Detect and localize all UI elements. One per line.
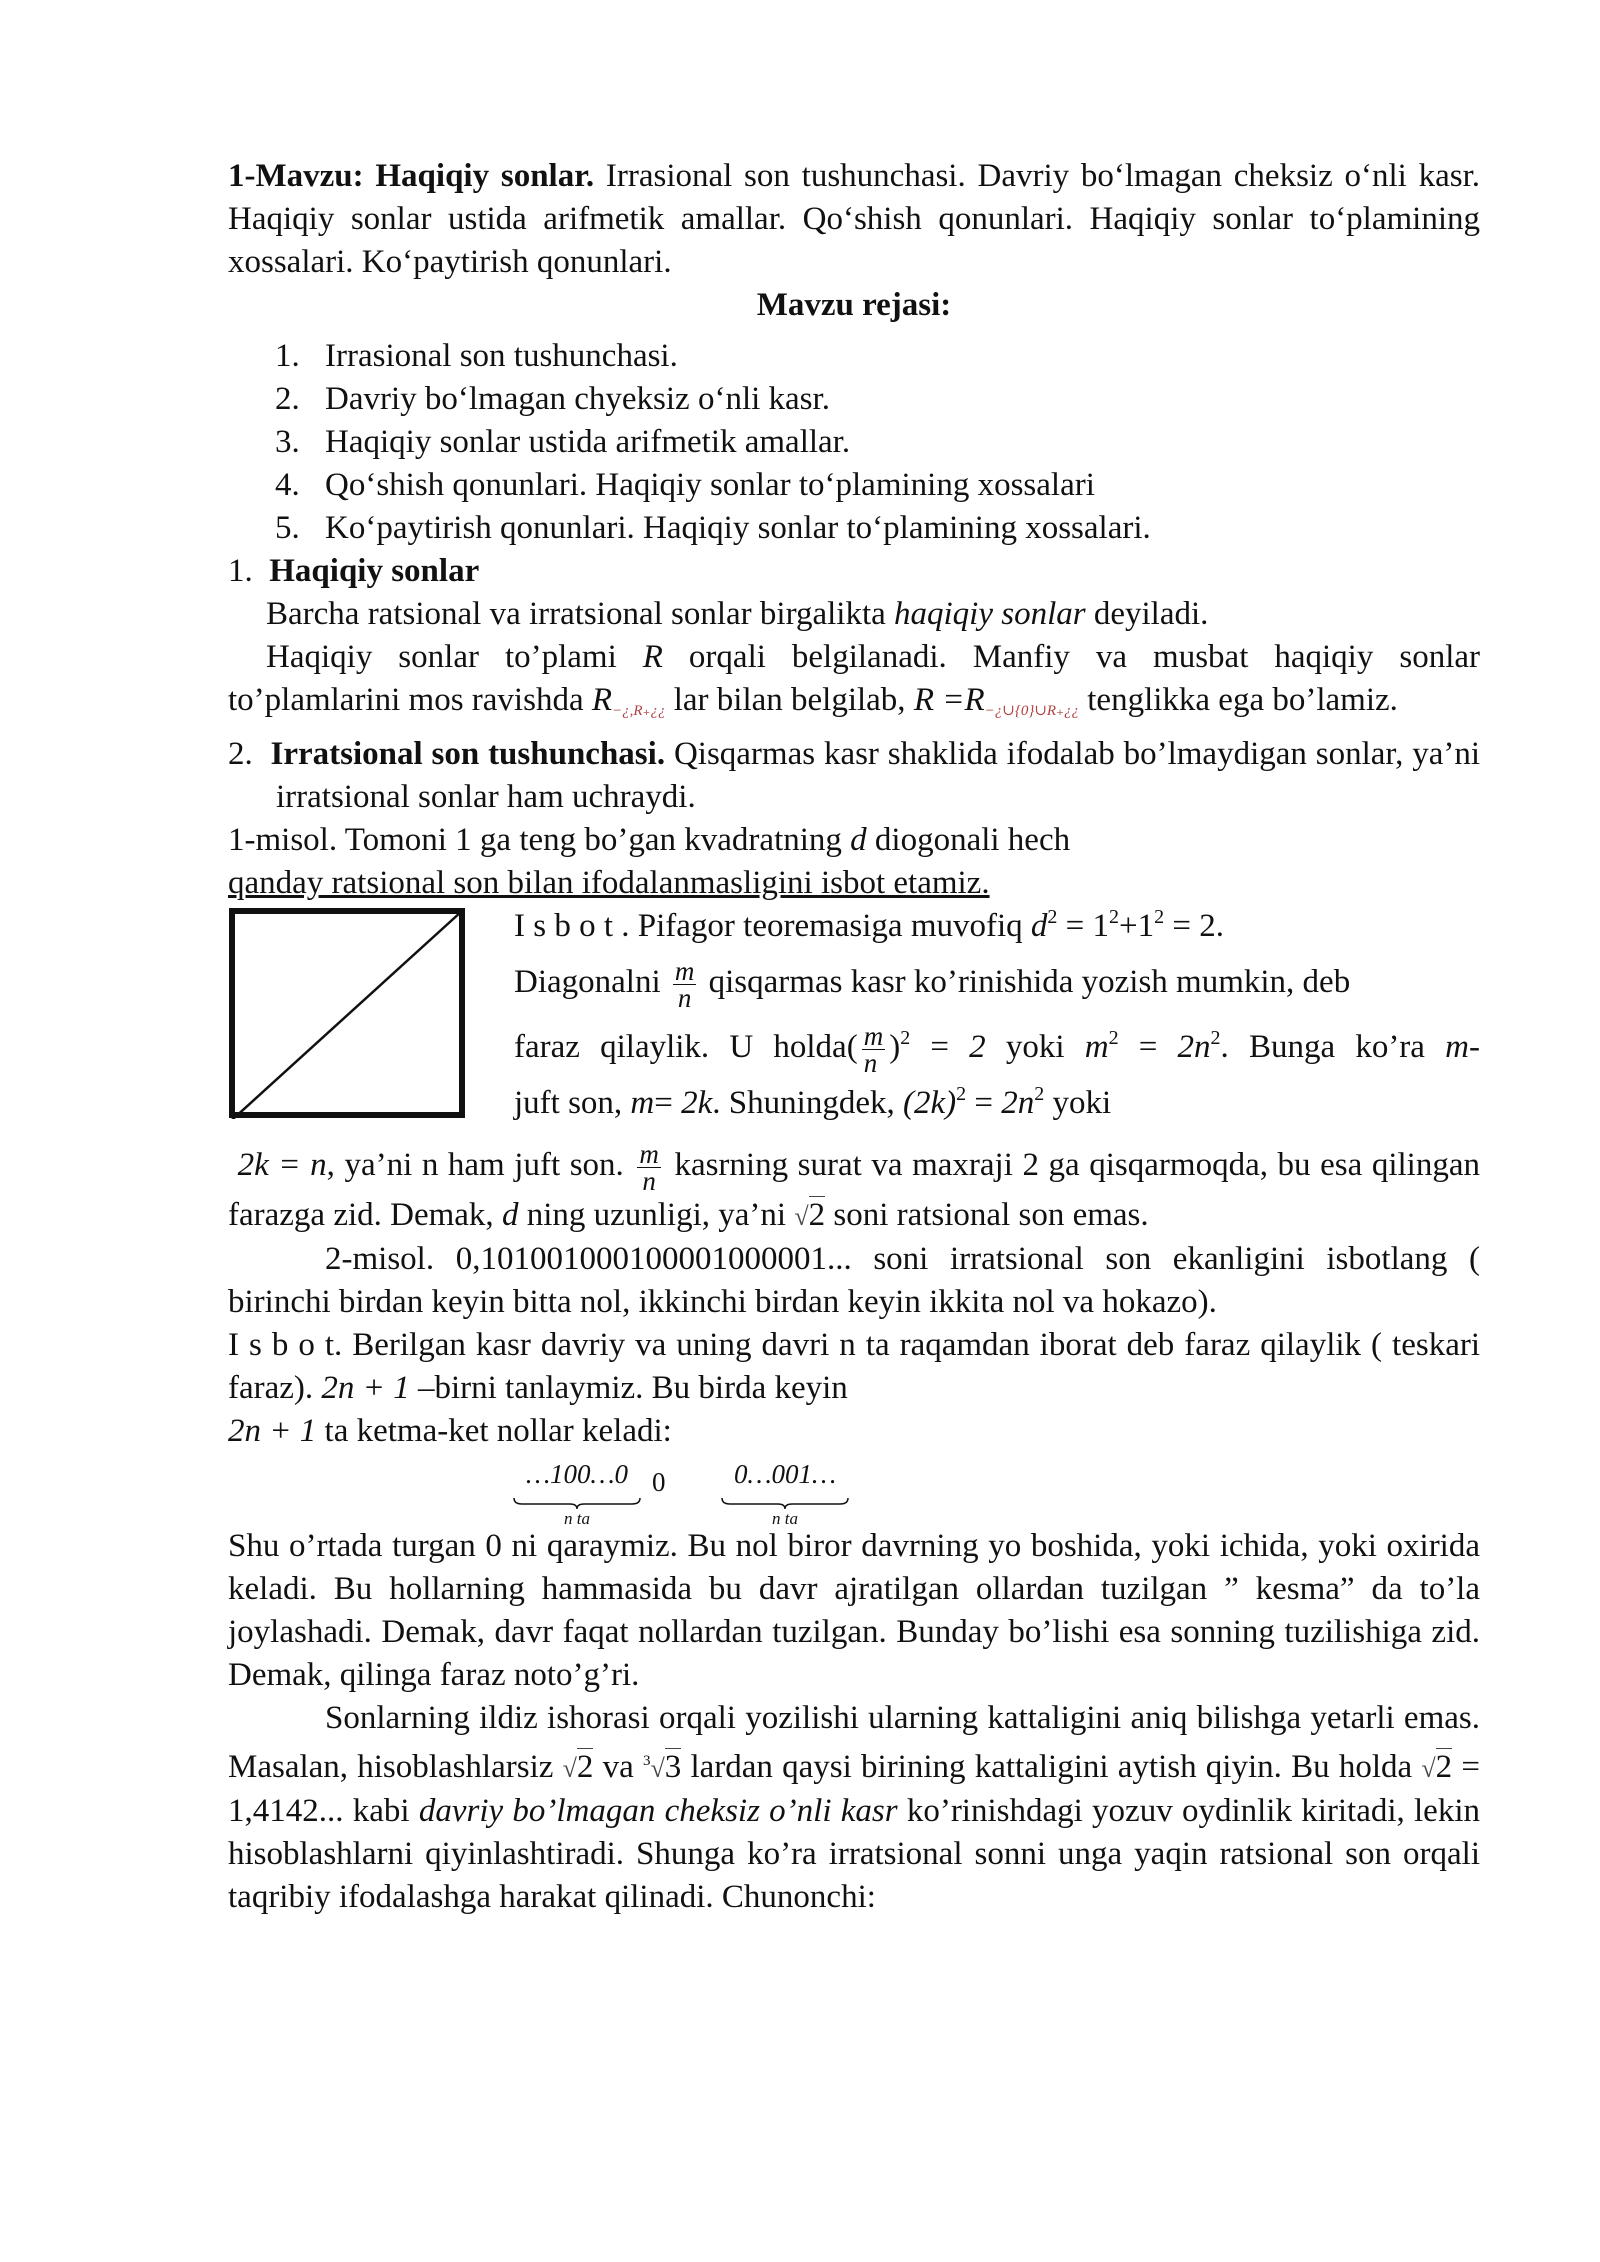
section1-heading: 1. Haqiqiy sonlar (228, 553, 480, 589)
example1-conclusion: 2k = n, ya’ni n ham juft son. $\frac{m}{n}$ kasrning surat va maxraji 2 ga qisqarmoqda, bu esa qilingan farazga zid. Demak, d ning uzunligi, ya’ni √2 soni ratsional son emas. (228, 1139, 1480, 1233)
square-diagonal-figure (228, 907, 466, 1119)
sqrt-symbol: √2 (794, 1197, 826, 1233)
section1-paragraph2: Haqiqiy sonlar to’plami R orqali belgilanadi. Manfiy va musbat haqiqiy sonlar to’plamlarini mos ravishda R−¿,R₊¿¿ lar bilan belgilab, R =R−¿∪{0}∪R₊¿¿ tenglikka ega bo’lamiz. (228, 639, 1480, 719)
topic-header (228, 155, 1480, 284)
topic-subtitle: Irrasional son tushunchasi. Davriy bo‘lmagan cheksiz o‘nli kasr. Haqiqiy sonlar ustida arifmetik amallar. Qo‘shish qonunlari. Haqiqiy sonlar to‘plamining xossalari. Ko‘paytirish qonunlari. (228, 158, 1480, 280)
proof-square-equation: faraz qilaylik. U holda( $\frac{m}{n}$ )$^2$ = 2 yoki $m^2 = 2n^2$. Bunga ko’ra m- (514, 1021, 1480, 1078)
right-brace-group: 0…001… n ta (720, 1453, 850, 1528)
plan-item: 3. Haqiqiy sonlar ustida arifmetik amallar. (275, 424, 851, 460)
proof-pythagoras: I s b o t . Pifagor teoremasiga muvofiq $d^2 = 1^2+1^2 = 2$. (514, 906, 1225, 944)
proof-even-number: juft son, m= 2k. Shuningdek, $(2k)^2 = 2n^2$ yoki (514, 1083, 1112, 1121)
sqrt-symbol: √2 (1421, 1749, 1453, 1785)
left-brace-group: …100…0 n ta (512, 1453, 642, 1528)
proof-diagonal-assumption: Diagonalni $\frac{m}{n}$ qisqarmas kasr ko’rinishida yozish mumkin, deb (514, 956, 1351, 1013)
example1-proof-block (514, 905, 1480, 1125)
closing-paragraph: Sonlarning ildiz ishorasi orqali yozilishi ularning kattaligini aniq bilishga yetarli emas. Masalan, hisoblashlarsiz √2 va $^3$√3 lardan qaysi birining kattaligini aytish qiyin. Bu holda √2 = 1,4142... kabi davriy bo’lmagan cheksiz o’nli kasr ko’rinishdagi yozuv oydinlik kiritadi, lekin hisoblashlarni qiyinlashtiradi. Shunga ko’ra irratsional sonni unga yaqin ratsional son orqali taqribiy ifodalashga harakat qilinadi. Chunonchi: (228, 1700, 1480, 1915)
diagonal-line (228, 911, 462, 1119)
plan-title: Mavzu rejasi: (756, 287, 952, 323)
middle-zero: 0 (652, 1467, 666, 1497)
document-page (228, 155, 1480, 1919)
example2-proof: I s b o t. Berilgan kasr davriy va uning davri n ta raqamdan iborat deb faraz qilaylik ( teskari faraz). 2n + 1 –birni tanlaymiz. Bu birda keyin 2n + 1 ta ketma-ket nollar keladi: (228, 1327, 1480, 1449)
example1-intro: 1-misol. Tomoni 1 ga teng bo’gan kvadratning d diogonali hech qanday ratsional son bilan ifodalanmasligini isbot etamiz. (228, 822, 1071, 901)
plan-item: 2. Davriy bo‘lmagan chyeksiz o‘nli kasr. (275, 381, 830, 417)
fraction-m-n: $\frac{m}{n}$ (863, 1021, 884, 1078)
underbrace-right (720, 1496, 850, 1510)
plan-item: 5. Ko‘paytirish qonunlari. Haqiqiy sonlar to‘plamining xossalari. (275, 510, 1151, 546)
underbrace-left (512, 1496, 642, 1510)
example1-figure-row (228, 905, 1480, 1141)
cube-root-symbol: $^3$√3 (642, 1749, 682, 1785)
plan-list (228, 335, 1480, 550)
sqrt-symbol: √2 (562, 1749, 594, 1785)
plan-item: 1. Irrasional son tushunchasi. (275, 338, 678, 374)
plan-item: 4. Qo‘shish qonunlari. Haqiqiy sonlar to‘plamining xossalari (275, 467, 1095, 503)
section2-paragraph: 2. Irratsional son tushunchasi. Qisqarmas kasr shaklida ifodalab bo’lmaydigan sonlar, ya’ni irratsional sonlar ham uchraydi. (228, 736, 1481, 815)
topic-title: 1-Mavzu: Haqiqiy sonlar. (228, 158, 595, 194)
fraction-m-n: $\frac{m}{n}$ (639, 1139, 659, 1196)
example2-statement: 2-misol. 0,101001000100001000001... soni irratsional son ekanligini isbotlang ( birinchi birdan keyin bitta nol, ikkinchi birdan keyin ikkita nol va hokazo). (228, 1241, 1480, 1320)
example2-conclusion: Shu o’rtada turgan 0 ni qaraymiz. Bu nol biror davrning yo boshida, yoki ichida, yoki oxirida keladi. Bu hollarning hammasida bu davr ajratilgan ollardan tuzilgan ” kesma” da to’la joylashadi. Demak, davr faqat nollardan tuzilgan. Bunday bo’lishi esa sonning tuzilishiga zid. Demak, qilinga faraz noto’g’ri. (228, 1528, 1480, 1693)
fraction-m-n: $\frac{m}{n}$ (674, 956, 695, 1013)
digit-sequence-braces (228, 1453, 1480, 1528)
section1-paragraph1: Barcha ratsional va irratsional sonlar birgalikta haqiqiy sonlar deyiladi. (266, 596, 1209, 632)
